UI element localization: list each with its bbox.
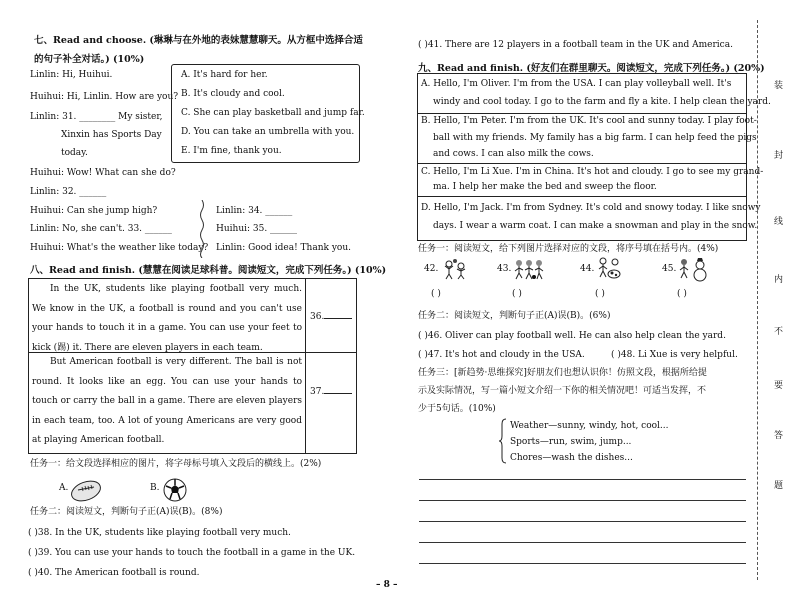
cell-b-line: ball with my friends. My family has a big farm. I can help feed the pigs: [433, 133, 757, 143]
question-39: ( )39. You can use your hands to touch the football in a game in the UK.: [28, 548, 356, 558]
cell-d-line: days. I wear a warm coat. I can make a snowman and play in the snow.: [433, 221, 758, 231]
cell-b-line: B. Hello, I'm Peter. I'm from the UK. It's cool and sunny today. I play foot-: [421, 116, 757, 126]
dialog-line: Linlin: 31. ________ My sister,: [30, 112, 163, 122]
cell-a-line: A. Hello, I'm Oliver. I'm from the USA. I can play volleyball well. It's: [421, 79, 732, 89]
answer-36-label: 36.: [310, 312, 325, 322]
dialog-line: Huihui: Can she jump high?: [30, 206, 158, 216]
option-d: D. You can take an umbrella with you.: [181, 127, 355, 137]
task1-instruction: 任务一：给文段选择相应的图片，将字母标号填入文段后的横线上。(2%): [30, 459, 322, 469]
margin-char: 要: [774, 381, 784, 391]
task1-instruction-right: 任务一：阅读短文，给下列图片选择对应的文段，将序号填在括号内。(4%): [418, 244, 719, 254]
passage-us: But American football is very different. The ball is not round. It looks like an egg. You can use your hands to touch or carry the ball in a game. There are eleven players in each team, too. A lot of young Americans are very good at playing American football.: [32, 357, 302, 445]
section-7-title: 七、Read and choose. (琳琳与在外地的表妹慧慧聊天。从方框中选择合适: [34, 35, 363, 46]
chat-row-divider: [417, 163, 746, 164]
pic-45-label: 45.: [662, 264, 677, 274]
margin-char: 答: [774, 431, 784, 441]
answer-36-blank[interactable]: [324, 310, 352, 319]
hint-chores: Chores—wash the dishes...: [510, 453, 633, 463]
option-c: C. She can play basketball and jump far.: [181, 108, 365, 118]
writing-line[interactable]: [419, 479, 746, 480]
section-8-title: 八、Read and finish. (慧慧在阅读足球科普。阅读短文，完成下列任务。) (10%): [30, 265, 387, 276]
margin-char: 不: [774, 327, 784, 337]
answer-37: [310, 385, 352, 397]
cell-c-line: C. Hello, I'm Li Xue. I'm in China. It's hot and cloudy. I go to see my grand-: [421, 167, 764, 177]
option-b: B. It's cloudy and cool.: [181, 89, 285, 99]
option-b-label: B.: [150, 483, 160, 493]
task2-instruction: 任务二：阅读短文，判断句子正(A)误(B)。(8%): [30, 507, 223, 517]
paren-44[interactable]: ( ): [595, 289, 605, 299]
dialog-right-line: Huihui: 35. ______: [216, 224, 298, 234]
pic-44-label: 44.: [580, 264, 595, 274]
hint-weather: Weather—sunny, windy, hot, cool...: [510, 421, 669, 431]
question-41: ( )41. There are 12 players in a football team in the UK and America.: [418, 40, 733, 50]
dialog-line: Linlin: No, she can't. 33. ______: [30, 224, 172, 234]
writing-line[interactable]: [419, 500, 746, 501]
paren-43[interactable]: ( ): [512, 289, 522, 299]
task2-instruction-right: 任务二：阅读短文，判断句子正(A)误(B)。(6%): [418, 311, 611, 321]
answer-37-label: 37.: [310, 387, 325, 397]
dialog-line: Linlin: Hi, Huihui.: [30, 70, 113, 80]
task3-instruction: 任务三：[新趋势·思维探究]好朋友们也想认识你！仿照文段，根据所给提: [418, 368, 707, 378]
margin-char: 封: [774, 151, 784, 161]
hint-brace: [499, 418, 507, 464]
writing-line[interactable]: [419, 521, 746, 522]
hint-sports: Sports—run, swim, jump...: [510, 437, 632, 447]
task3-instruction: 示及实际情况，写一篇小短文介绍一下你的相关情况吧！可适当发挥，不: [418, 386, 707, 396]
question-47: ( )47. It's hot and cloudy in the USA.: [418, 350, 585, 360]
margin-char: 内: [774, 275, 784, 285]
task3-instruction: 少于5句话。(10%): [418, 404, 496, 414]
volleyball-kids-image: [442, 258, 468, 280]
dialog-line: Linlin: 32. ______: [30, 187, 107, 197]
passage-uk: In the UK, students like playing football very much. We know in the UK, a football is round and you can't use your hands to touch it in a game. You can use your feet to kick (踢) it. There are eleven players in each team.: [32, 284, 302, 353]
dialog-line: Huihui: Wow! What can she do?: [30, 168, 176, 178]
writing-line[interactable]: [419, 542, 746, 543]
paren-45[interactable]: ( ): [677, 289, 687, 299]
question-40: ( )40. The American football is round.: [28, 568, 200, 578]
soccer-ball-image: [162, 477, 188, 503]
chat-row-divider: [417, 113, 746, 114]
cell-b-line: and cows. I can also milk the cows.: [433, 149, 594, 159]
answer-37-blank[interactable]: [324, 385, 352, 394]
dialog-line: Huihui: Hi, Linlin. How are you?: [30, 92, 179, 102]
pic-42-label: 42.: [424, 264, 439, 274]
snowman-kids-image: [678, 256, 708, 282]
section-9-title: 九、Read and finish. (好友们在群里聊天。阅读短文，完成下列任务。) (20%): [418, 63, 765, 74]
dialog-line: Xinxin has Sports Day: [61, 130, 162, 140]
margin-char: 线: [774, 217, 784, 227]
section-7-title-cont: 的句子补全对话。) (10%): [34, 54, 145, 65]
writing-line[interactable]: [419, 563, 746, 564]
option-a-label: A.: [59, 483, 69, 493]
option-a: A. It's hard for her.: [181, 70, 268, 80]
option-e: E. I'm fine, thank you.: [181, 146, 282, 156]
page-number: – 8 –: [376, 580, 398, 590]
answer-36: [310, 310, 352, 322]
cell-c-line: ma. I help her make the bed and sweep the floor.: [433, 182, 657, 192]
dialog-right-line: Linlin: Good idea! Thank you.: [216, 243, 351, 253]
paren-42[interactable]: ( ): [431, 289, 441, 299]
cell-a-line: windy and cool today. I go to the farm and fly a kite. I help clean the yard.: [433, 97, 771, 107]
dialog-line: Huihui: What's the weather like today?: [30, 243, 209, 253]
american-football-image: [69, 478, 103, 504]
football-kids-image: [513, 258, 545, 280]
chat-divider-squiggle: [198, 200, 206, 258]
chat-row-divider: [417, 196, 746, 197]
binding-line: [757, 20, 758, 580]
dialog-line: today.: [61, 148, 88, 158]
pic-43-label: 43.: [497, 264, 512, 274]
table-col-divider: [305, 278, 306, 453]
margin-char: 装: [774, 81, 784, 91]
margin-char: 题: [774, 481, 784, 491]
farm-cow-image: [596, 256, 622, 282]
cell-d-line: D. Hello, I'm Jack. I'm from Sydney. It's cold and snowy today. I like snowy: [421, 203, 761, 213]
question-46: ( )46. Oliver can play football well. He can also help clean the yard.: [418, 331, 726, 341]
question-48: ( )48. Li Xue is very helpful.: [611, 350, 738, 360]
dialog-right-line: Linlin: 34. ______: [216, 206, 293, 216]
question-38: ( )38. In the UK, students like playing football very much.: [28, 528, 291, 538]
